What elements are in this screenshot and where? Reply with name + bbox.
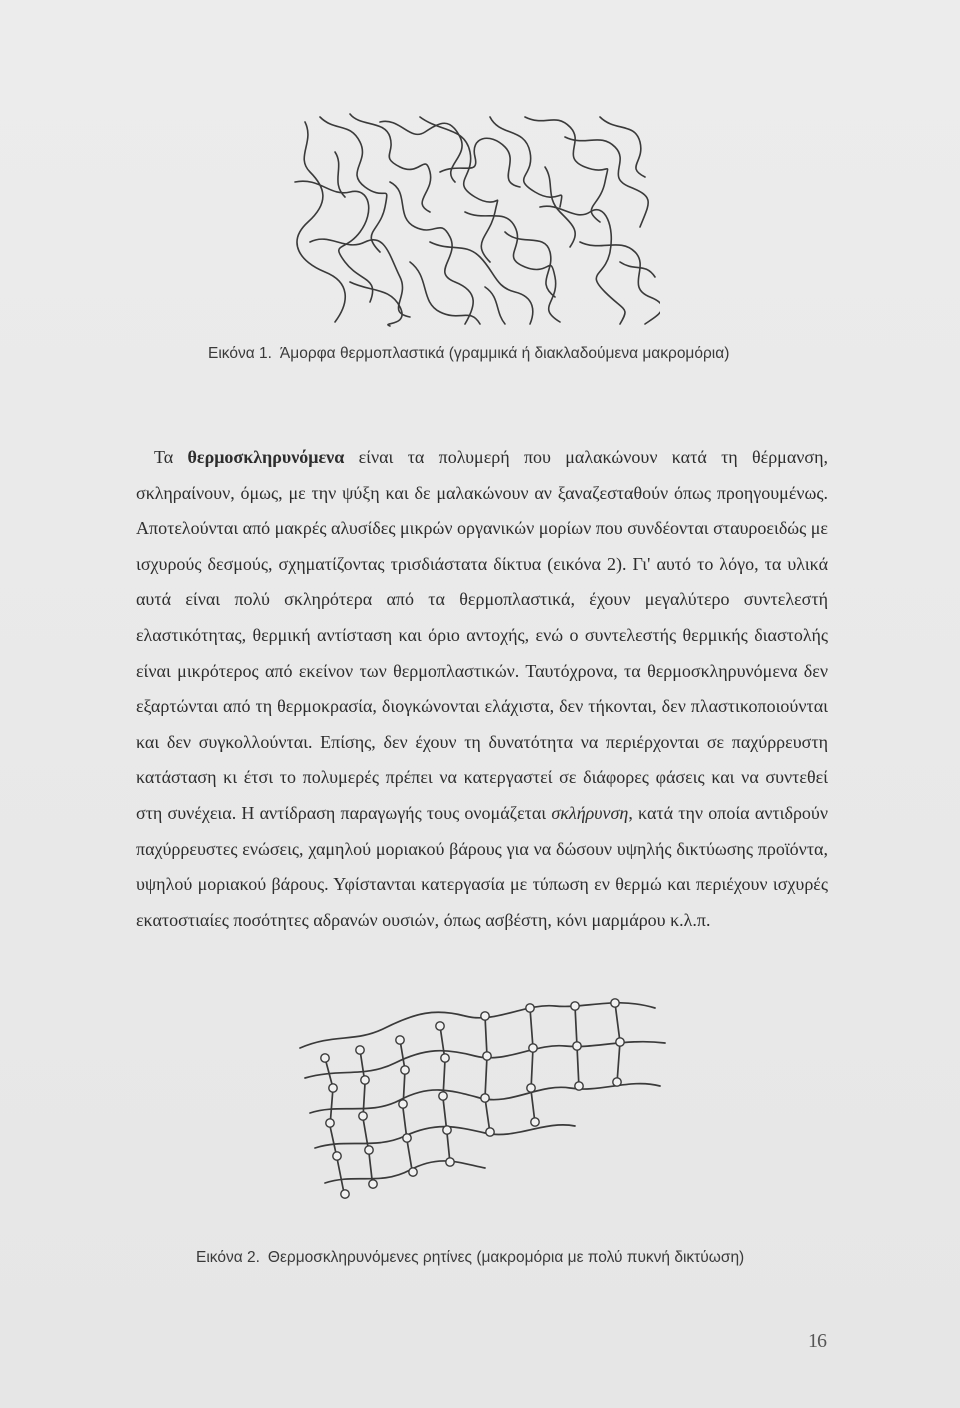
tangled-chains-illustration (290, 112, 660, 327)
crosslinked-network-illustration (295, 998, 670, 1208)
body-text (136, 440, 828, 938)
figure-1-caption-text: Άμορφα θερμοπλαστικά (γραμμικά ή διακλαδούμενα μακρομόρια) (279, 345, 730, 362)
term-curing: σκλήρυνση (551, 802, 629, 823)
term-thermosets: θερμοσκληρυνόμενα (187, 447, 345, 467)
figure-1-caption-label: Εικόνα 1. (208, 345, 272, 362)
figure-amorphous-polymer-chains (290, 112, 660, 327)
body-s1-pre: Τα (154, 447, 188, 467)
figure-2-caption-text: Θερμοσκληρυνόμενες ρητίνες (μακρομόρια με πολύ πυκνή δικτύωση) (267, 1249, 745, 1266)
figure-2-caption (196, 1249, 744, 1267)
figure-crosslinked-network (295, 998, 670, 1208)
body-s2-post: , κατά την οποία αντιδρούν παχύρρευστες ενώσεις, χαμηλού μοριακού βάρους για να δώσουν υψηλής δικτύωσης προϊόντα, υψηλού μοριακού βάρους. Υφίστανται κατεργασία με τύπωση εν θερμώ και περιέχουν ισχυρές εκατοστιαίες ποσότητες αδρανών ουσιών, όπως ασβέστη, κόνι μαρμάρου κ.λ.π. (136, 802, 828, 930)
body-paragraph (136, 440, 828, 938)
page-number: 16 (808, 1330, 826, 1352)
figure-2-caption-label: Εικόνα 2. (196, 1249, 260, 1266)
figure-1-caption (208, 345, 729, 363)
body-s1-post: είναι τα πολυμερή που μαλακώνουν κατά τη θέρμανση, σκληραίνουν, όμως, με την ψύξη και δε μαλακώνουν αν ξαναζεσταθούν όπως προηγουμένως. Αποτελούνται από μακρές αλυσίδες μικρών οργανικών μορίων που συνδέονται σταυροειδώς με ισχυρούς δεσμούς, σχηματίζοντας τρισδιάστατα δίκτυα (εικόνα 2). Γι' αυτό το λόγο, τα υλικά αυτά είναι πολύ σκληρότερα από τα θερμοπλαστικά, έχουν μεγαλύτερο συντελεστή ελαστικότητας, θερμική αντίσταση και όριο αντοχής, ενώ ο συντελεστής θερμικής διαστολής είναι μικρότερος από εκείνον των θερμοπλαστικών. Ταυτόχρονα, τα θερμοσκληρυνόμενα δεν εξαρτώνται από τη θερμοκρασία, διογκώνονται ελάχιστα, δεν τήκονται, δεν πλαστικοποιούνται και δεν συγκολλούνται. Επίσης, δεν έχουν τη δυνατότητα να περιέρχονται σε παχύρρευστη κατάσταση κι έτσι το πολυμερές πρέπει να κατεργαστεί σε διάφορες φάσεις και να συντεθεί στη συνέχεια. Η αντίδραση παραγωγής τους ονομάζεται (136, 447, 829, 823)
